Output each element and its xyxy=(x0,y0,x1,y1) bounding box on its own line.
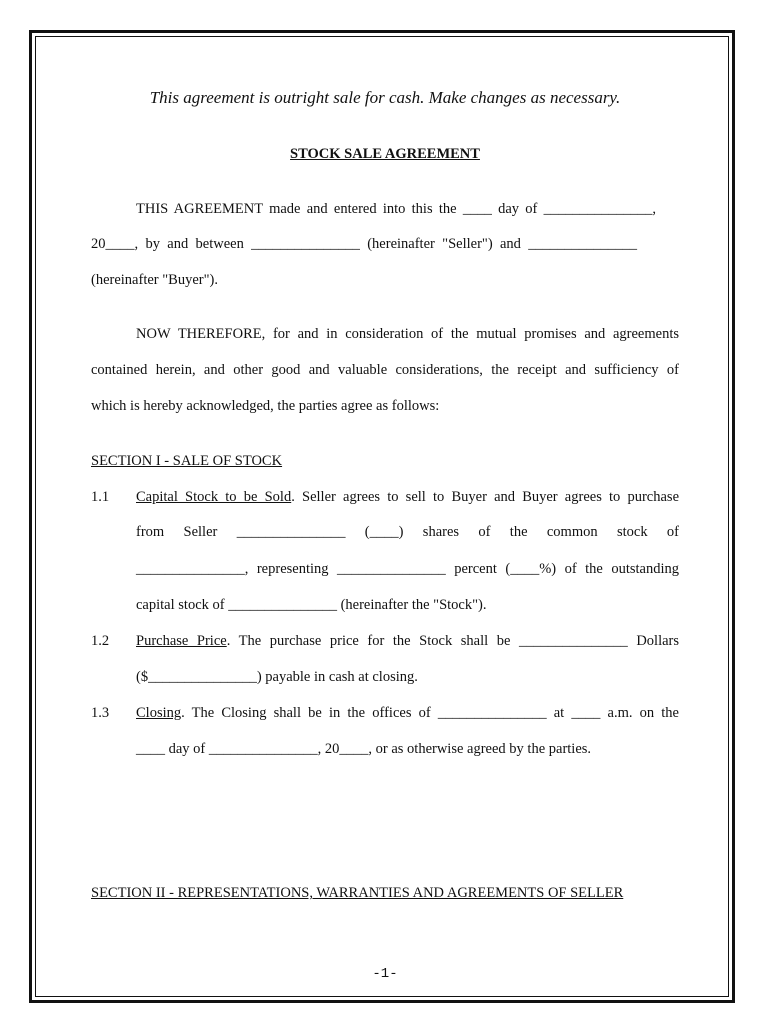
page-border-inner xyxy=(35,36,729,997)
item-1-3-line-1 xyxy=(136,704,679,722)
item-1-3-heading: Closing xyxy=(136,705,182,721)
item-1-3-number: 1.3 xyxy=(91,705,110,721)
item-1-1-line-4: capital stock of _______________ (hereinafter the "Stock"). xyxy=(136,597,487,613)
item-1-2-line-2: ($_______________) payable in cash at closing. xyxy=(136,669,418,685)
item-1-2-heading: Purchase Price xyxy=(136,633,227,649)
document-title: STOCK SALE AGREEMENT xyxy=(290,146,480,162)
item-1-1-line-1-text: . Seller agrees to sell to Buyer and Buyer agrees to purchase xyxy=(291,489,680,505)
page-number: -1- xyxy=(372,966,398,982)
instruction-note: This agreement is outright sale for cash. Make changes as necessary. xyxy=(149,88,621,107)
item-1-2-number: 1.2 xyxy=(91,633,110,649)
section-1-heading: SECTION I - SALE OF STOCK xyxy=(91,453,283,469)
item-1-3-line-2: ____ day of _______________, 20____, or as otherwise agreed by the parties. xyxy=(136,741,592,757)
item-1-2-line-1-text: . The purchase price for the Stock shall be _______________ Dollars xyxy=(226,633,680,649)
intro-line-3: (hereinafter "Buyer"). xyxy=(91,272,218,288)
item-1-1-line-2: from Seller _______________ (____) shares of the common stock of xyxy=(136,524,679,540)
item-1-1-line-3: _______________, representing _______________ percent (____%) of the outstanding xyxy=(136,561,679,577)
recital-line-2: contained herein, and other good and valuable considerations, the receipt and sufficiency of xyxy=(91,362,679,378)
item-1-1-number: 1.1 xyxy=(91,489,110,505)
item-1-1-line-1 xyxy=(136,488,679,506)
section-2-heading: SECTION II - REPRESENTATIONS, WARRANTIES AND AGREEMENTS OF SELLER xyxy=(91,885,624,901)
item-1-2-line-1 xyxy=(136,632,679,650)
item-1-3-line-1-text: . The Closing shall be in the offices of _______________ at ____ a.m. on the xyxy=(181,705,679,721)
intro-line-1: THIS AGREEMENT made and entered into this the ____ day of _______________, xyxy=(136,201,656,217)
recital-line-1: NOW THEREFORE, for and in consideration of the mutual promises and agreements xyxy=(136,326,679,342)
item-1-1-heading: Capital Stock to be Sold xyxy=(136,489,292,505)
recital-line-3: which is hereby acknowledged, the parties agree as follows: xyxy=(91,398,440,414)
intro-line-2: 20____, by and between _______________ (hereinafter "Seller") and _______________ xyxy=(91,236,637,252)
